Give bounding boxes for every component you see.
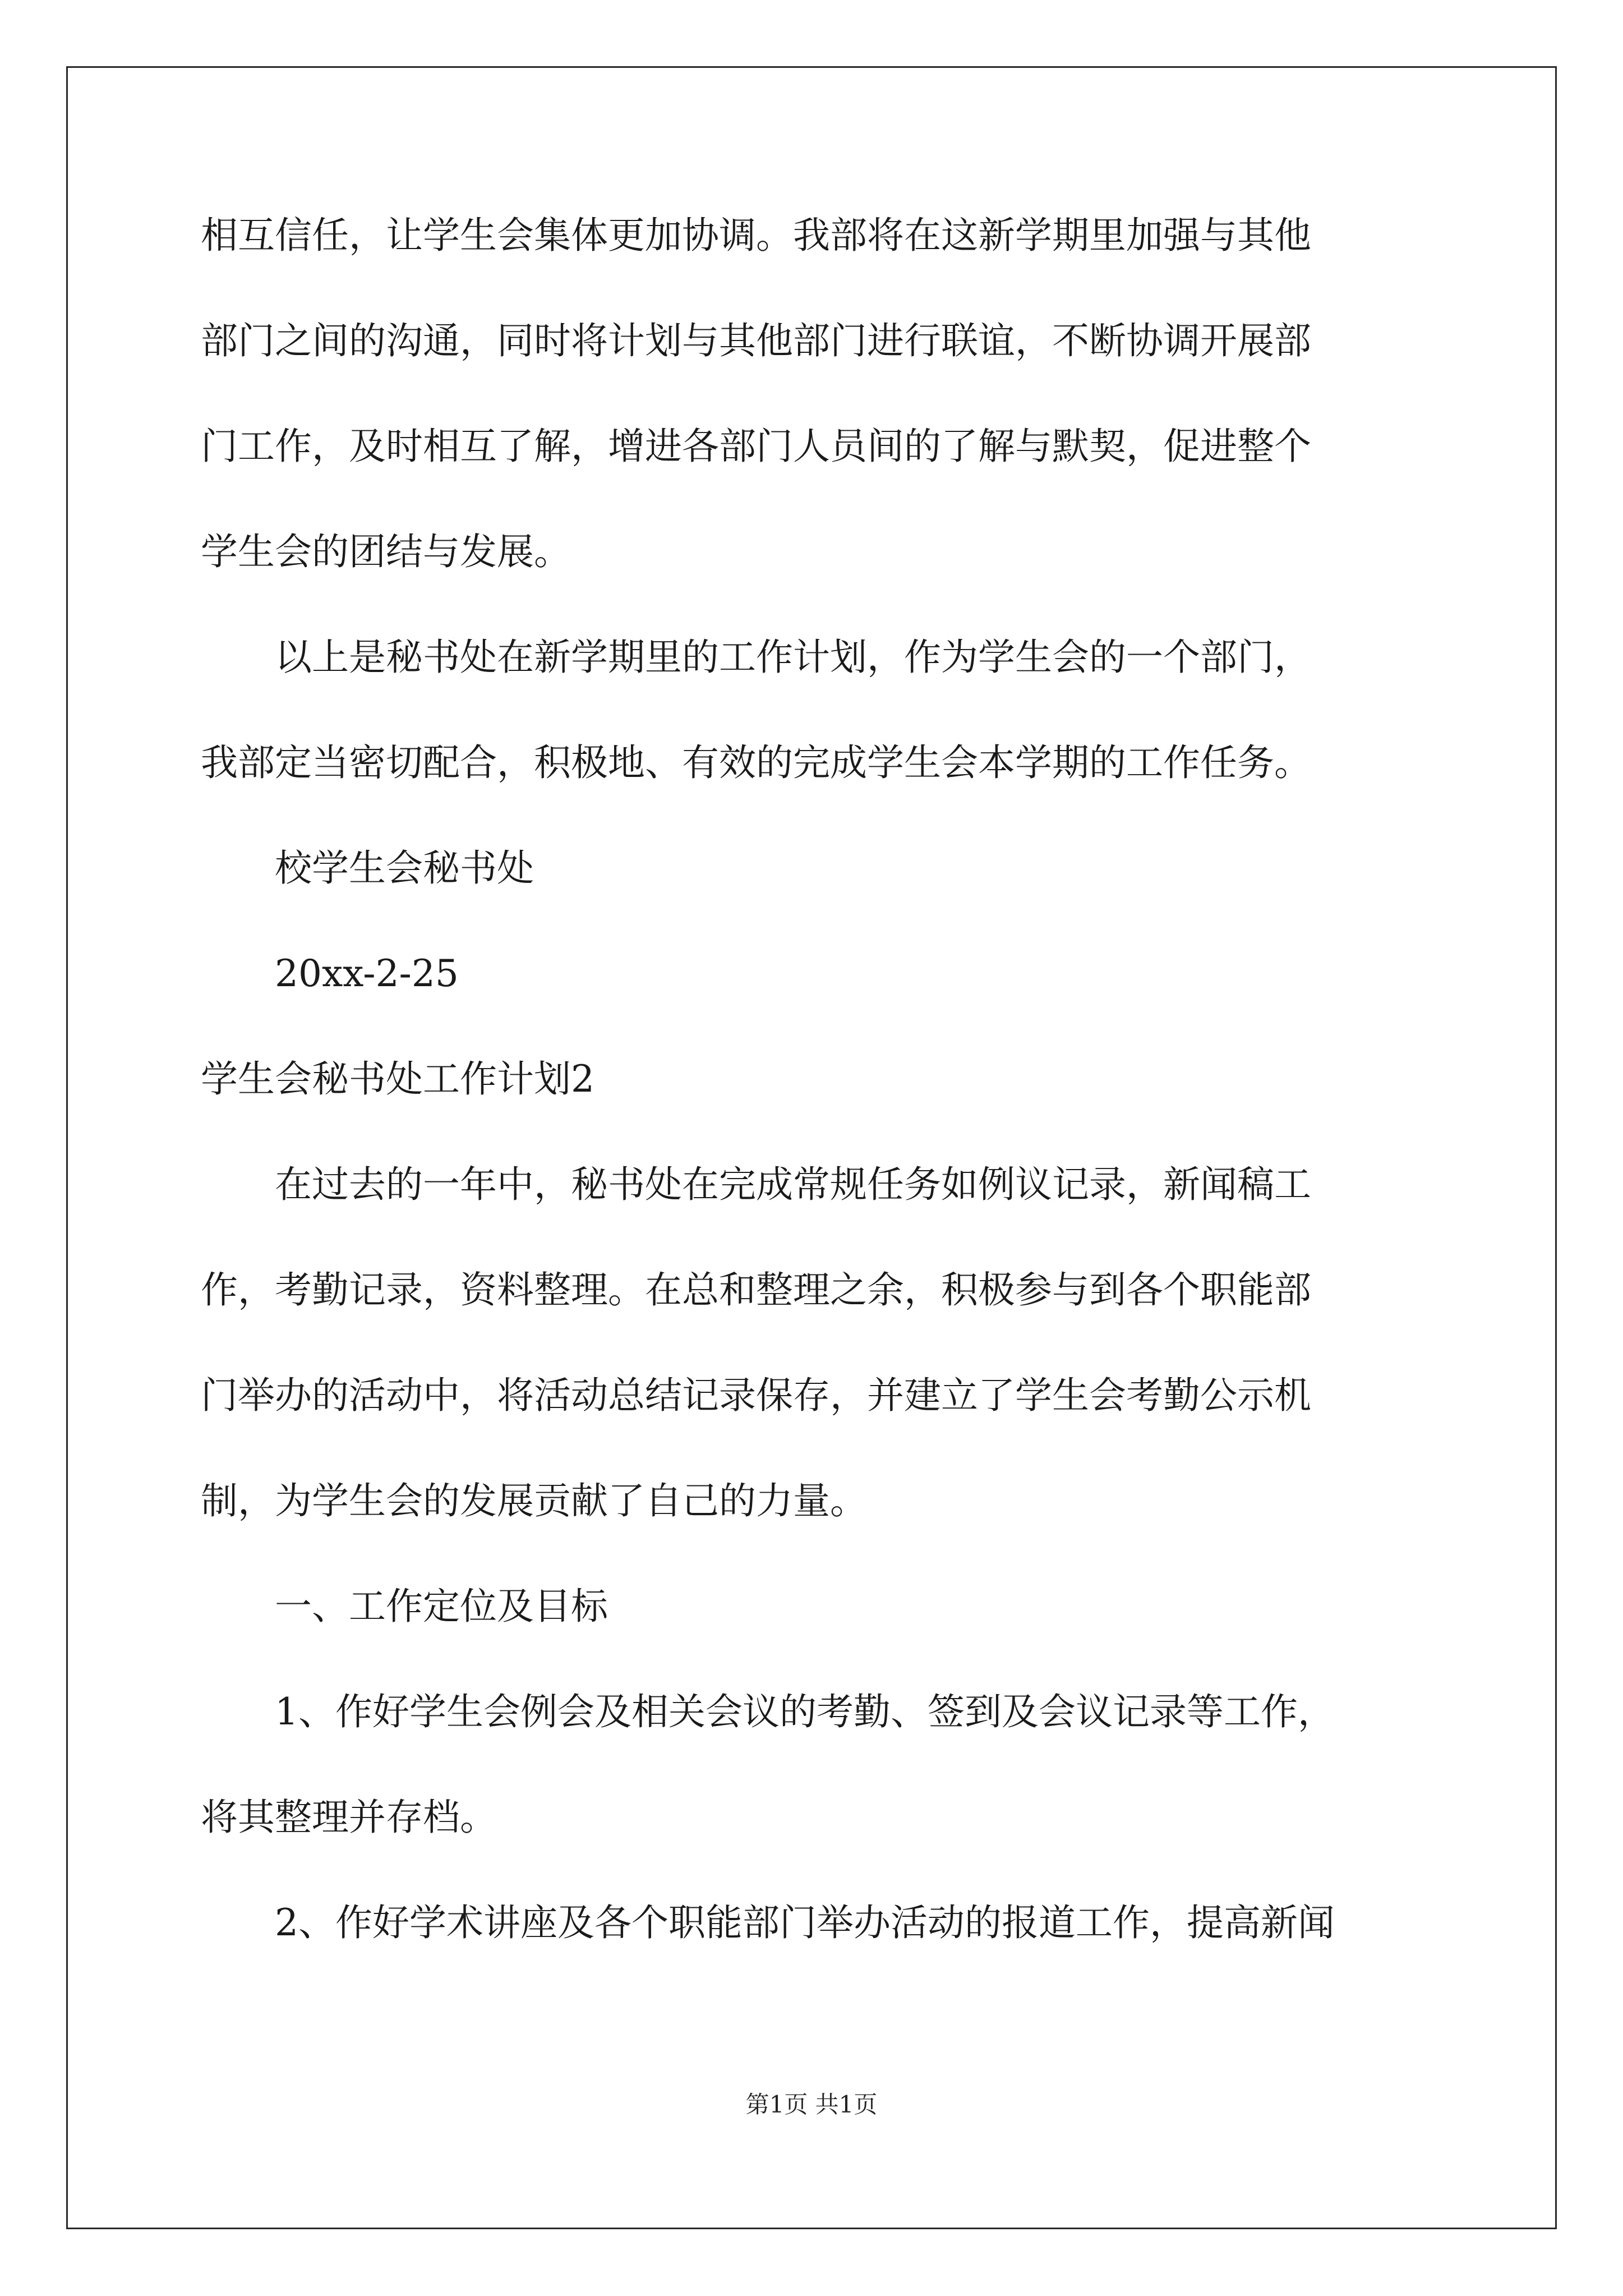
paragraph-line: 作，考勤记录，资料整理。在总和整理之余，积极参与到各个职能部	[201, 1268, 1311, 1312]
signature-date: 20xx-2-25	[275, 952, 459, 995]
list-item-line: 将其整理并存档。	[201, 1796, 497, 1839]
paragraph-line: 门工作，及时相互了解，增进各部门人员间的了解与默契，促进整个	[201, 425, 1311, 468]
paragraph-line: 门举办的活动中，将活动总结记录保存，并建立了学生会考勤公示机	[201, 1374, 1311, 1417]
subsection-heading: 一、工作定位及目标	[275, 1585, 608, 1628]
paragraph-line: 在过去的一年中，秘书处在完成常规任务如例议记录，新闻稿工	[275, 1163, 1311, 1206]
list-item-line: 1、作好学生会例会及相关会议的考勤、签到及会议记录等工作，	[275, 1690, 1335, 1733]
paragraph-line: 相互信任，让学生会集体更加协调。我部将在这新学期里加强与其他	[201, 214, 1311, 257]
paragraph-line: 部门之间的沟通，同时将计划与其他部门进行联谊，不断协调开展部	[201, 319, 1311, 362]
list-item-line: 2、作好学术讲座及各个职能部门举办活动的报道工作，提高新闻	[275, 1901, 1335, 1944]
paragraph-line: 学生会的团结与发展。	[201, 530, 571, 573]
page-number-footer: 第1页 共1页	[745, 2091, 878, 2118]
paragraph-line: 以上是秘书处在新学期里的工作计划，作为学生会的一个部门，	[275, 636, 1311, 679]
section-title: 学生会秘书处工作计划2	[201, 1057, 594, 1101]
signature-department: 校学生会秘书处	[275, 846, 534, 890]
paragraph-line: 制，为学生会的发展贡献了自己的力量。	[201, 1479, 867, 1522]
paragraph-line: 我部定当密切配合，积极地、有效的完成学生会本学期的工作任务。	[201, 741, 1311, 784]
